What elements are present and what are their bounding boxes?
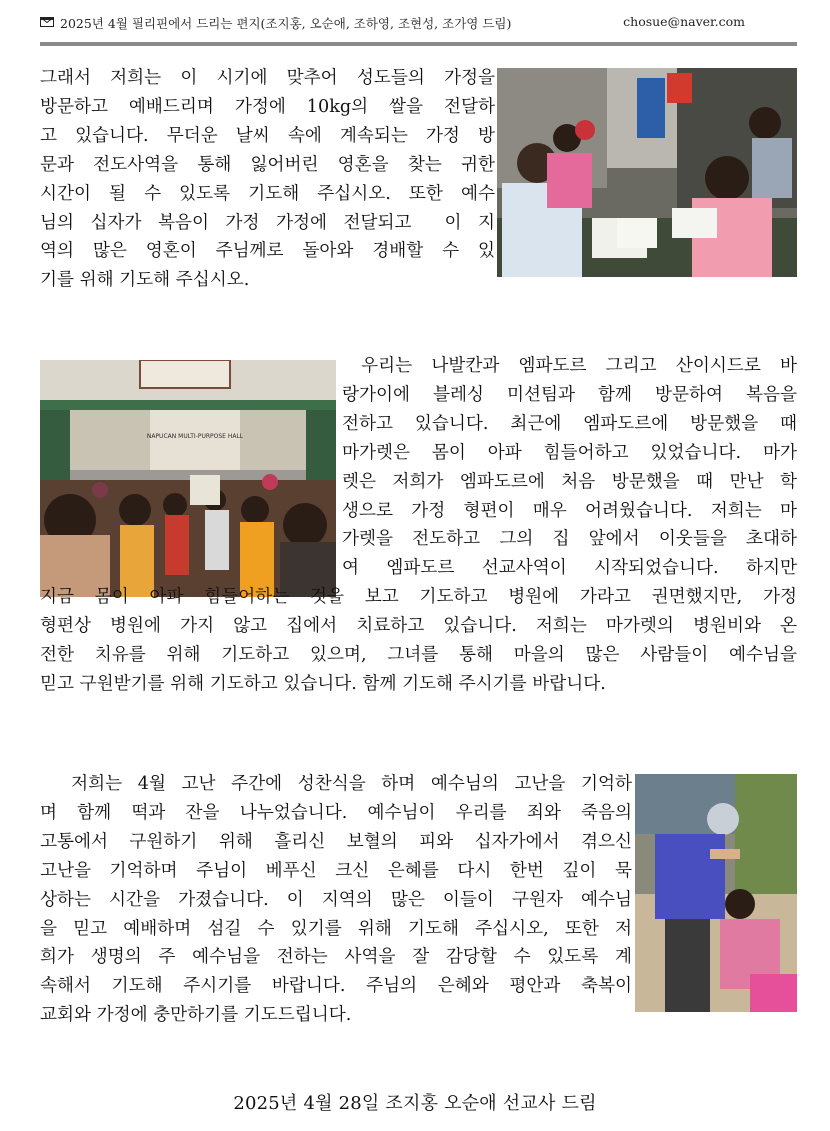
text-line: 며 함께 떡과 잔을 나누었습니다. 예수님이 우리를 죄와 죽음의 xyxy=(40,802,632,823)
text-line: 고 있습니다. 무더운 날씨 속에 계속되는 가정 방 xyxy=(40,125,495,146)
text-line: 여 엠파도르 선교사역이 시작되었습니다. 하지만 xyxy=(342,558,797,579)
photo-prayer xyxy=(635,774,797,1012)
text-line: 교회와 가정에 충만하기를 기도드립니다. xyxy=(40,1005,352,1026)
envelope-icon xyxy=(40,17,54,27)
text-line: 전하고 있습니다. 최근에 엠파도르에 방문했을 때 xyxy=(342,413,797,434)
text-line: 믿고 구원받기를 위해 기도하고 있습니다. 함께 기도해 주시기를 바랍니다. xyxy=(40,673,606,694)
photo-hall-gathering xyxy=(40,360,336,597)
text-line: 문과 전도사역을 통해 잃어버린 영혼을 찾는 귀한 xyxy=(40,154,495,175)
photo-home-visit xyxy=(497,68,797,277)
text-line: 상하는 시간을 가졌습니다. 이 지역의 많은 이들이 구원자 예수님 xyxy=(40,889,632,910)
paragraph-margaret-continued xyxy=(40,583,797,699)
header-email: chosue@naver.com xyxy=(623,14,745,29)
header-divider xyxy=(40,42,797,46)
text-line: 속해서 기도해 주시기를 바랍니다. 주님의 은혜와 평안과 축복이 xyxy=(40,976,632,997)
text-line: 형편상 병원에 가지 않고 집에서 치료하고 있습니다. 저희는 마가렛의 병원비와 온 xyxy=(40,615,798,636)
text-line: 그래서 저희는 이 시기에 맞추어 성도들의 가정을 xyxy=(40,68,495,88)
text-line: 렛은 저희가 엠파도르에 처음 방문했을 때 만난 학 xyxy=(342,471,797,492)
text-line: 랑가이에 블레싱 미션팀과 함께 방문하여 복음을 xyxy=(342,384,797,405)
text-line: 지금 몸이 아파 힘들어하는 것을 보고 기도하고 병원에 가라고 권면했지만, 가정 xyxy=(40,587,797,607)
text-line: 생으로 가정 형편이 매우 어려웠습니다. 저희는 마 xyxy=(342,500,797,521)
header-title: 2025년 4월 필리핀에서 드리는 편지(조지홍, 오순애, 조하영, 조현성, 조가영 드림) xyxy=(60,16,512,31)
text-line: 님의 십자가 복음이 가정 가정에 전달되고 이 지 xyxy=(40,212,495,233)
text-line: 전한 치유를 위해 기도하고 있으며, 그녀를 통해 마을의 많은 사람들이 예수님을 xyxy=(40,644,797,665)
text-line: 방문하고 예배드리며 가정에 10kg의 쌀을 전달하 xyxy=(40,96,495,117)
text-line: 역의 많은 영혼이 주님께로 돌아와 경배할 수 있 xyxy=(40,241,495,262)
text-line: 기를 위해 기도해 주십시오. xyxy=(40,270,250,291)
text-line: 을 믿고 예배하며 섬길 수 있기를 위해 기도해 주십시오, 또한 저 xyxy=(40,918,632,939)
paragraph-communion xyxy=(40,770,632,1030)
text-line: 우리는 나발칸과 엠파도르 그리고 산이시드로 바 xyxy=(342,356,797,376)
text-line: 고통에서 구원하기 위해 흘리신 보혈의 피와 십자가에서 겪으신 xyxy=(40,831,632,852)
paragraph-home-visits xyxy=(40,64,495,295)
text-line: 고난을 기억하며 주님이 베푸신 크신 은혜를 다시 한번 깊이 묵 xyxy=(40,860,632,881)
text-line: 마가렛은 몸이 아파 힘들어하고 있었습니다. 마가 xyxy=(342,442,797,463)
text-line: 저희는 4월 고난 주간에 성찬식을 하며 예수님의 고난을 기억하 xyxy=(40,774,632,794)
closing-signature: 2025년 4월 28일 조지홍 오순애 선교사 드림 xyxy=(233,1093,597,1114)
paragraph-margaret xyxy=(342,352,797,583)
hall-sign: NAPUCAN MULTI-PURPOSE HALL xyxy=(146,433,244,440)
text-line: 희가 생명의 주 예수님을 전하는 사역을 잘 감당할 수 있도록 계 xyxy=(40,947,632,968)
text-line: 시간이 될 수 있도록 기도해 주십시오. 또한 예수 xyxy=(40,183,495,204)
text-line: 가렛을 전도하고 그의 집 앞에서 이웃들을 초대하 xyxy=(342,529,797,550)
page-header xyxy=(40,14,797,44)
